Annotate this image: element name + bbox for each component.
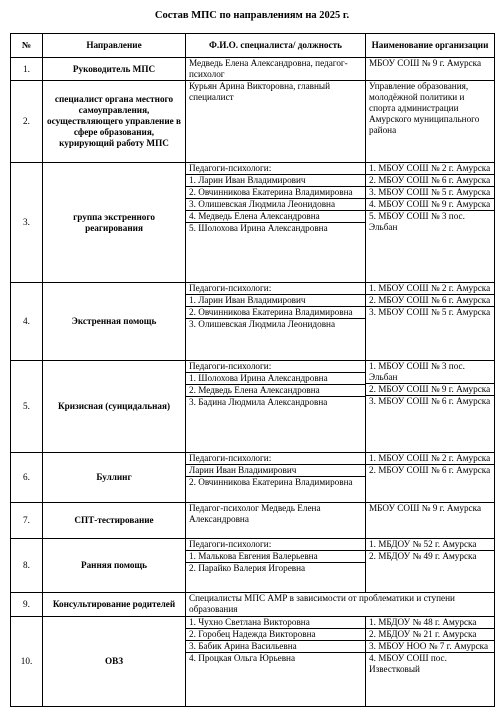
header-num: №	[11, 34, 43, 58]
specialist-entry: 1. Ларин Иван Владимирович	[186, 295, 365, 307]
specialist-entry: 2. Овчинникова Екатерина Владимировна	[186, 307, 365, 319]
row-number: 10.	[11, 617, 43, 707]
direction-cell: Буллинг	[43, 453, 186, 503]
row-number: 7.	[11, 503, 43, 539]
organization-entry: 2. МБОУ СОШ № 9 г. Амурска	[366, 384, 494, 396]
specialists-cell	[186, 163, 366, 283]
direction-cell: СПТ-тестирование	[43, 503, 186, 539]
organization-cell	[366, 539, 495, 593]
organization-cell	[366, 81, 495, 163]
specialist-entry: Педагоги-психологи:	[186, 283, 365, 295]
specialist-entry: 2. Овчинникова Екатерина Владимировна	[189, 477, 353, 488]
organization-cell	[366, 58, 495, 81]
table-row	[11, 81, 495, 163]
organization-entry: 5. МБОУ СОШ № 3 пос. Эльбан	[369, 211, 465, 233]
organization-cell	[366, 163, 495, 283]
organization-entry: 3. МБОУ СОШ № 6 г. Амурска	[369, 396, 491, 407]
direction-cell: Ранняя помощь	[43, 539, 186, 593]
specialists-cell	[186, 503, 366, 539]
specialists-cell	[186, 81, 366, 163]
specialist-entry: Курьян Арина Викторовна, главный специалист	[189, 81, 330, 103]
organization-entry: 3. МБОУ НОО № 7 г. Амурска	[366, 641, 494, 653]
specialist-entry: Педагог-психолог Медведь Елена Александровна	[189, 503, 321, 525]
organization-entry: 2. МБДОУ № 21 г. Амурска	[366, 629, 494, 641]
row-number: 4.	[11, 283, 43, 361]
organization-entry: 2. МБОУ СОШ № 6 г. Амурска	[366, 175, 494, 187]
row-number: 3.	[11, 163, 43, 283]
row-number: 1.	[11, 58, 43, 81]
organization-entry: 2. МБОУ СОШ № 6 г. Амурска	[366, 295, 494, 307]
organization-cell	[366, 617, 495, 707]
direction-cell: Руководитель МПС	[43, 58, 186, 81]
specialist-entry: 3. Олишевская Людмила Леонидовна	[186, 199, 365, 211]
table-row	[11, 539, 495, 593]
document-title: Состав МПС по направлениям на 2025 г.	[154, 10, 350, 21]
specialist-entry: 1. Шолохова Ирина Александровна	[186, 373, 365, 385]
organization-entry: 1. МБОУ СОШ № 2 г. Амурска	[366, 453, 494, 465]
specialist-entry: 3. Бадина Людмила Александровна	[189, 397, 328, 408]
direction-cell: специалист органа местного самоуправления, осуществляющего управление в сфере образования, курирующий работу МПС	[43, 81, 186, 163]
direction-cell: Кризисная (суицидальная)	[43, 361, 186, 453]
direction-cell: ОВЗ	[43, 617, 186, 707]
organization-entry: 2. МБОУ СОШ № 6 г. Амурска	[369, 465, 491, 476]
row-number: 5.	[11, 361, 43, 453]
table-row	[11, 361, 495, 453]
table-row	[11, 453, 495, 503]
table-header-row	[11, 34, 495, 58]
specialist-entry: Медведь Елена Александровна, педагог-психолог	[189, 58, 348, 80]
specialist-entry: 2. Парайко Валерия Игоревна	[189, 563, 306, 574]
specialist-entry: Педагоги-психологи:	[186, 163, 365, 175]
organization-entry: 4. МБОУ СОШ № 9 г. Амурска	[366, 199, 494, 211]
row-number: 8.	[11, 539, 43, 593]
table-row	[11, 503, 495, 539]
table-row	[11, 593, 495, 617]
organization-entry: 1. МБОУ СОШ № 2 г. Амурска	[366, 163, 494, 175]
specialist-entry: 1. Чухно Светлана Викторовна	[186, 617, 365, 629]
header-org: Наименование организации	[366, 34, 495, 58]
specialist-entry: 1. Малькова Евгения Валерьевна	[186, 551, 365, 563]
specialist-entry: 2. Горобец Надежда Викторовна	[186, 629, 365, 641]
row-number: 9.	[11, 593, 43, 617]
row-number: 2.	[11, 81, 43, 163]
organization-cell	[366, 283, 495, 361]
specialist-entry: Педагоги-психологи:	[186, 453, 365, 465]
organization-entry: 1. МБОУ СОШ № 3 пос. Эльбан	[366, 361, 494, 384]
header-direction: Направление	[43, 34, 186, 58]
direction-cell: Консультирование родителей	[43, 593, 186, 617]
specialists-cell	[186, 617, 366, 707]
table-row	[11, 617, 495, 707]
specialist-entry: 2. Овчинникова Екатерина Владимировна	[186, 187, 365, 199]
header-person: Ф.И.О. специалиста/ должность	[186, 34, 366, 58]
organization-cell	[366, 361, 495, 453]
organization-entry: 4. МБОУ СОШ пос. Известковый	[369, 653, 447, 675]
specialists-cell	[186, 58, 366, 81]
specialist-entry: 2. Медведь Елена Александровна	[186, 385, 365, 397]
specialist-entry: Специалисты МПС АМР в зависимости от проблематики и ступени образования	[189, 593, 455, 615]
organization-entry: 3. МБОУ СОШ № 5 г. Амурска	[369, 307, 491, 318]
organization-entry: 2. МБДОУ № 49 г. Амурска	[369, 551, 477, 562]
specialist-entry: 3. Олишевская Людмила Леонидовна	[189, 319, 336, 330]
direction-cell: группа экстренного реагирования	[43, 163, 186, 283]
organization-entry: 1. МБОУ СОШ № 2 г. Амурска	[366, 283, 494, 295]
mps-table	[10, 33, 495, 707]
specialist-entry: 1. Ларин Иван Владимирович	[186, 175, 365, 187]
specialists-cell	[186, 593, 495, 617]
specialists-cell	[186, 361, 366, 453]
organization-entry: Управление образования, молодёжной политики и спорта администрации Амурского муниципального района	[369, 81, 480, 136]
specialist-entry: Педагоги-психологи:	[186, 539, 365, 551]
table-row	[11, 58, 495, 81]
specialist-entry: 5. Шолохова Ирина Александровна	[189, 223, 328, 234]
specialists-cell	[186, 453, 366, 503]
specialists-cell	[186, 283, 366, 361]
specialist-entry: 4. Медведь Елена Александровна	[186, 211, 365, 223]
organization-entry: 3. МБОУ СОШ № 5 г. Амурска	[366, 187, 494, 199]
table-row	[11, 163, 495, 283]
organization-entry: МБОУ СОШ № 9 г. Амурска	[369, 58, 482, 68]
specialist-entry: Ларин Иван Владимирович	[186, 465, 365, 477]
direction-cell: Экстренная помощь	[43, 283, 186, 361]
organization-cell	[366, 503, 495, 539]
specialist-entry: 4. Процкая Ольга Юрьевна	[189, 653, 296, 664]
organization-entry: 1. МБДОУ № 48 г. Амурска	[366, 617, 494, 629]
specialist-entry: Педагоги-психологи:	[186, 361, 365, 373]
organization-cell	[366, 453, 495, 503]
specialists-cell	[186, 539, 366, 593]
specialist-entry: 3. Бабик Арина Васильевна	[186, 641, 365, 653]
row-number: 6.	[11, 453, 43, 503]
table-row	[11, 283, 495, 361]
organization-entry: МБОУ СОШ № 9 г. Амурска	[369, 503, 482, 514]
organization-entry: 1. МБДОУ № 52 г. Амурска	[366, 539, 494, 551]
